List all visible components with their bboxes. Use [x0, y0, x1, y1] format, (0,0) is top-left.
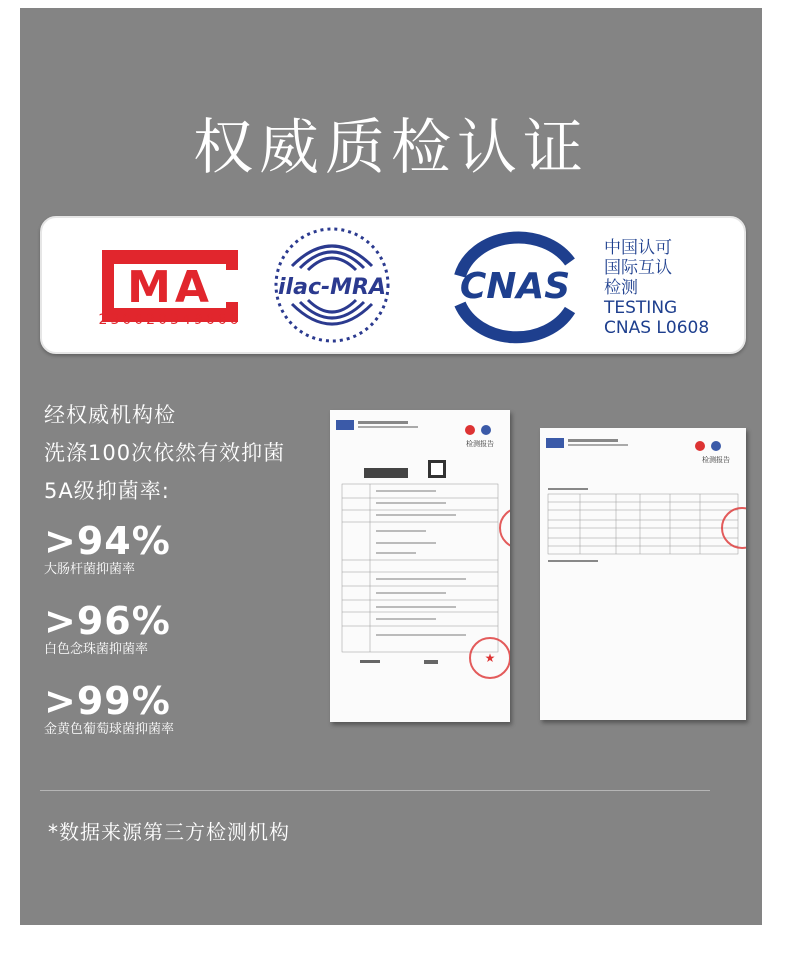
cnas-caption-line: CNAS L0608: [604, 318, 710, 338]
test-report-document: [540, 428, 746, 720]
main-panel: [20, 8, 762, 925]
stat-item: [44, 520, 285, 578]
stat-item: [44, 600, 285, 658]
stat-value: >96%: [44, 599, 171, 643]
stat-value: >99%: [44, 679, 171, 723]
test-report-document: [330, 410, 510, 722]
divider: [40, 790, 710, 791]
stat-label: 白色念珠菌抑菌率: [44, 642, 149, 657]
stat-label: 大肠杆菌抑菌率: [44, 562, 136, 577]
report-title: 检测报告: [702, 456, 730, 464]
intro-line: 5A级抑菌率:: [44, 479, 170, 503]
report-page-graphic: [330, 410, 510, 722]
stat-value: >94%: [44, 519, 171, 563]
stat-label: 金黄色葡萄球菌抑菌率: [44, 722, 175, 737]
svg-text:★: ★: [484, 651, 496, 665]
test-summary: [44, 396, 285, 738]
cnas-caption-line: TESTING: [604, 298, 678, 318]
intro-line: 经权威机构检: [44, 403, 176, 427]
cnas-caption-line: 中国认可: [604, 238, 672, 258]
report-title: 检测报告: [466, 440, 494, 448]
cma-number: 230020349666: [98, 312, 242, 328]
cnas-caption: [604, 238, 709, 338]
data-source-footnote: *数据来源第三方检测机构: [48, 820, 290, 844]
cnas-logo: [440, 226, 590, 344]
ilac-mra-logo: [270, 226, 394, 344]
certification-logo-card: [40, 216, 746, 354]
page-title: 权威质检认证: [193, 113, 589, 183]
cma-logo-text: MA: [127, 262, 213, 313]
cnas-logo-text: CNAS: [459, 266, 571, 307]
ilac-logo-text: ilac-MRA: [278, 275, 386, 300]
report-page-graphic: [540, 428, 746, 720]
stat-item: [44, 680, 285, 738]
cnas-caption-line: 国际互认: [604, 258, 672, 278]
cnas-caption-line: 检测: [604, 278, 638, 298]
intro-line: 洗涤100次依然有效抑菌: [44, 441, 286, 465]
